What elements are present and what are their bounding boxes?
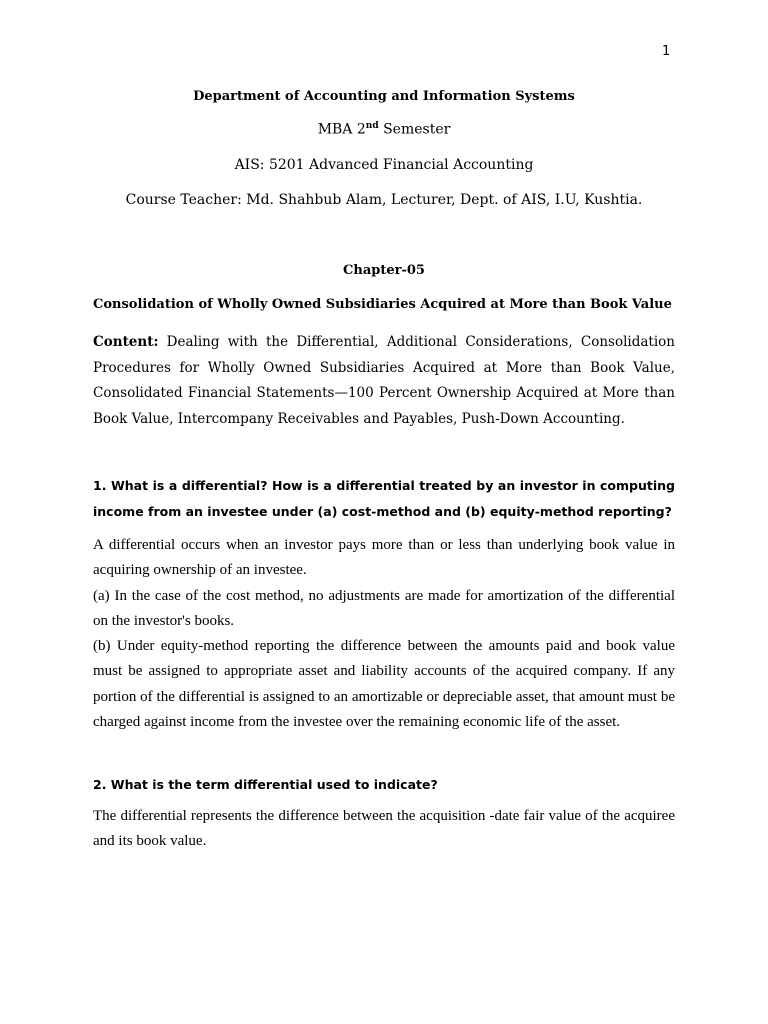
course-line: AIS: 5201 Advanced Financial Accounting (234, 157, 534, 173)
answer-2 (93, 804, 675, 855)
semester-superscript: nd (365, 121, 379, 131)
answer-1 (93, 533, 675, 735)
answer-2-paragraph: The differential represents the difference between the acquisition -date fair value of the acquiree and its book value. (93, 808, 675, 850)
answer-1-paragraph: (b) Under equity-method reporting the difference between the amounts paid and book value must be assigned to appropriate asset and liability accounts of the acquired company. If any portion of the differential is assigned to an amortizable or depreciable asset, that amount must be charged against income from the investee over the remaining economic life of the asset. (93, 638, 675, 731)
answer-1-paragraph: A differential occurs when an investor pays more than or less than underlying book value in acquiring ownership of an investee. (93, 537, 675, 579)
chapter-title: Consolidation of Wholly Owned Subsidiaries Acquired at More than Book Value (93, 297, 672, 312)
answer-1-paragraph: (a) In the case of the cost method, no adjustments are made for amortization of the differential on the investor's books. (93, 587, 675, 629)
content-label: Content: (93, 334, 159, 350)
chapter-label: Chapter-05 (343, 263, 425, 278)
semester-prefix: MBA 2 (317, 121, 366, 138)
semester-suffix: Semester (378, 121, 451, 138)
page-number: 1 (662, 44, 671, 59)
question-2: 2. What is the term differential used to indicate? (93, 777, 438, 792)
department-heading: Department of Accounting and Information Systems (193, 89, 575, 104)
content-text: Dealing with the Differential, Additional Considerations, Consolidation Procedures for Wholly Owned Subsidiaries Acquired at More than Book Value, Consolidated Financial Statements—100 Percent Ownership Acquired at More than Book Value, Intercompany Receivables and Payables, Push-Down Accounting. (93, 334, 675, 427)
question-1: 1. What is a differential? How is a differential treated by an investor in computing income from an investee under (a) cost-method and (b) equity-method reporting? (93, 478, 675, 519)
content-paragraph (93, 330, 675, 432)
teacher-line: Course Teacher: Md. Shahbub Alam, Lecturer, Dept. of AIS, I.U, Kushtia. (125, 192, 643, 208)
semester-line (0, 121, 768, 138)
